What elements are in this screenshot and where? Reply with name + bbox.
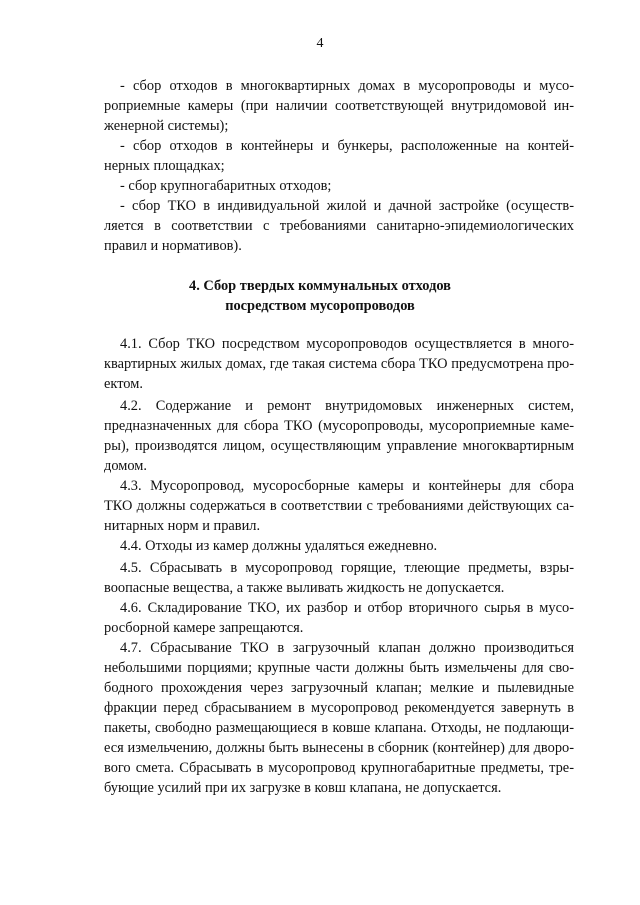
- text-line: ры), производятся лицом, осуществляющим управление многоквартирным: [104, 438, 574, 454]
- text-line: 4.4. Отходы из камер должны удаляться ежедневно.: [120, 538, 438, 554]
- section-heading: посредством мусоропроводов: [225, 298, 415, 314]
- text-line: нерных площадках;: [104, 158, 225, 174]
- text-line: - сбор отходов в многоквартирных домах в мусоропроводы и мусо-: [120, 78, 574, 94]
- text-line: - сбор крупногабаритных отходов;: [120, 178, 332, 194]
- text-line: ТКО должны содержаться в соответствии с требованиями действующих са-: [104, 498, 574, 514]
- text-line: росборной камере запрещаются.: [104, 620, 304, 636]
- text-line: бодного прохождения через загрузочный клапан; мелкие и пылевидные: [104, 680, 574, 696]
- text-line: домом.: [104, 458, 147, 474]
- text-line: квартирных жилых домах, где такая система сбора ТКО предусмотрена про-: [104, 356, 574, 372]
- text-line: ляется в соответствии с требованиями санитарно-эпидемиологических: [104, 218, 574, 234]
- text-line: - сбор отходов в контейнеры и бункеры, расположенные на контей-: [120, 138, 574, 154]
- text-line: фракции перед сбрасыванием в мусоропровод рекомендуется завернуть в: [104, 700, 574, 716]
- text-line: - сбор ТКО в индивидуальной жилой и дачной застройке (осуществ-: [120, 198, 574, 214]
- section-heading: 4. Сбор твердых коммунальных отходов: [189, 278, 451, 294]
- page-number: 4: [316, 36, 324, 51]
- text-line: еся измельчению, должны быть вынесены в сборник (контейнер) для дворо-: [104, 740, 574, 756]
- text-line: 4.5. Сбрасывать в мусоропровод горящие, тлеющие предметы, взры-: [120, 560, 574, 576]
- text-line: женерной системы);: [104, 118, 229, 134]
- text-line: 4.3. Мусоропровод, мусоросборные камеры и контейнеры для сбора: [120, 478, 574, 494]
- text-line: воопасные вещества, а также выливать жидкость не допускается.: [104, 580, 505, 596]
- text-line: 4.6. Складирование ТКО, их разбор и отбор вторичного сырья в мусо-: [120, 600, 574, 616]
- text-line: вого смета. Сбрасывать в мусоропровод крупногабаритные предметы, тре-: [104, 760, 574, 776]
- text-line: 4.7. Сбрасывание ТКО в загрузочный клапан должно производиться: [120, 640, 574, 656]
- text-line: пакеты, свободно размещающиеся в ковше клапана. Отходы, не подлающи-: [104, 720, 574, 736]
- text-line: предназначенных для сбора ТКО (мусоропроводы, мусороприемные каме-: [104, 418, 574, 434]
- text-line: бующие усилий при их загрузке в ковш клапана, не допускается.: [104, 780, 502, 796]
- text-line: ектом.: [104, 376, 143, 392]
- text-line: 4.1. Сбор ТКО посредством мусоропроводов осуществляется в много-: [120, 336, 574, 352]
- text-line: правил и нормативов).: [104, 238, 242, 254]
- text-line: 4.2. Содержание и ремонт внутридомовых инженерных систем,: [120, 398, 574, 414]
- text-line: роприемные камеры (при наличии соответствующей внутридомовой ин-: [104, 98, 574, 114]
- text-line: нитарных норм и правил.: [104, 518, 261, 534]
- text-line: небольшими порциями; крупные части должны быть измельчены для сво-: [104, 660, 574, 676]
